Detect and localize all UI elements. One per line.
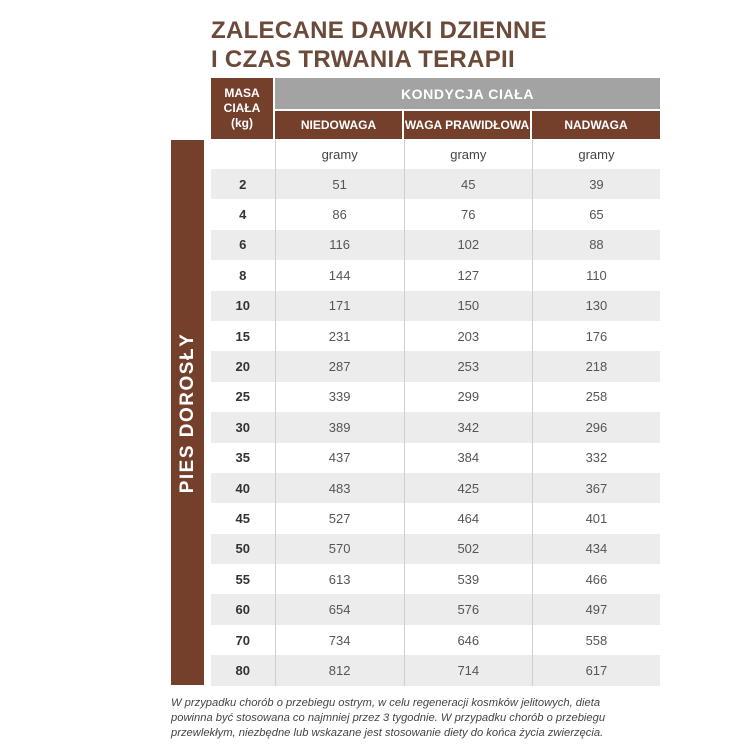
waga-prawidlowa-cell: 45 (404, 169, 532, 199)
table-row (211, 625, 660, 655)
nadwaga-cell: 332 (532, 443, 660, 473)
waga-prawidlowa-cell: 576 (404, 594, 532, 624)
nadwaga-cell: 367 (532, 473, 660, 503)
waga-prawidlowa-cell: 253 (404, 351, 532, 381)
table-row (211, 655, 660, 685)
nadwaga-cell: 258 (532, 382, 660, 412)
units-cell: gramy (404, 140, 532, 169)
nadwaga-cell: 434 (532, 534, 660, 564)
niedowaga-cell: 287 (275, 351, 404, 381)
table-row (211, 564, 660, 594)
masa-cell: 15 (235, 328, 251, 344)
nadwaga-cell: 39 (532, 169, 660, 199)
table-row (211, 534, 660, 564)
nadwaga-cell: 110 (532, 260, 660, 290)
header-kondycja-ciala: KONDYCJA CIAŁA (275, 78, 660, 109)
nadwaga-cell: 176 (532, 321, 660, 351)
footnote (171, 696, 671, 741)
niedowaga-cell: 734 (275, 625, 404, 655)
waga-prawidlowa-cell: 384 (404, 443, 532, 473)
masa-cell: 55 (235, 571, 251, 587)
side-band (171, 140, 204, 685)
title-line-2: I CZAS TRWANIA TERAPII (211, 46, 515, 73)
masa-cell: 45 (235, 510, 251, 526)
niedowaga-cell: 339 (275, 382, 404, 412)
table-row (211, 260, 660, 290)
units-cell: gramy (275, 140, 404, 169)
waga-prawidlowa-cell: 425 (404, 473, 532, 503)
masa-cell: 50 (235, 541, 251, 557)
waga-prawidlowa-cell: 150 (404, 291, 532, 321)
footnote-line-2: powinna być stosowana co najmniej przez 3 tygodnie. W przypadku chorób o przebiegu (171, 712, 606, 724)
table-row (211, 199, 660, 229)
nadwaga-cell: 558 (532, 625, 660, 655)
masa-cell: 35 (235, 450, 251, 466)
header-masa-line-3: (kg) (231, 116, 253, 130)
waga-prawidlowa-cell: 646 (404, 625, 532, 655)
niedowaga-cell: 613 (275, 564, 404, 594)
table-row (211, 169, 660, 199)
waga-prawidlowa-cell: 102 (404, 230, 532, 260)
waga-prawidlowa-cell: 342 (404, 412, 532, 442)
nadwaga-cell: 88 (532, 230, 660, 260)
waga-prawidlowa-cell: 714 (404, 655, 532, 685)
waga-prawidlowa-cell: 127 (404, 260, 532, 290)
header-masa-line-2: CIAŁA (223, 101, 261, 115)
table-row (211, 443, 660, 473)
table-row (211, 321, 660, 351)
niedowaga-cell: 389 (275, 412, 404, 442)
table-row (211, 382, 660, 412)
footnote-line-1: W przypadku chorób o przebiegu ostrym, w celu regeneracji kosmków jelitowych, dieta (171, 697, 601, 709)
niedowaga-cell: 144 (275, 260, 404, 290)
waga-prawidlowa-cell: 203 (404, 321, 532, 351)
header-niedowaga: NIEDOWAGA (275, 111, 402, 139)
masa-cell: 70 (235, 632, 251, 648)
masa-cell: 60 (235, 602, 251, 618)
waga-prawidlowa-cell: 502 (404, 534, 532, 564)
niedowaga-cell: 51 (275, 169, 404, 199)
niedowaga-cell: 86 (275, 199, 404, 229)
waga-prawidlowa-cell: 464 (404, 503, 532, 533)
header-masa-line-1: MASA (224, 86, 260, 100)
niedowaga-cell: 171 (275, 291, 404, 321)
niedowaga-cell: 483 (275, 473, 404, 503)
header-nadwaga: NADWAGA (532, 111, 660, 139)
masa-cell: 20 (235, 359, 251, 375)
masa-cell: 2 (239, 176, 247, 192)
niedowaga-cell: 231 (275, 321, 404, 351)
masa-cell: 8 (239, 267, 247, 283)
masa-cell: 10 (235, 298, 251, 314)
niedowaga-cell: 812 (275, 655, 404, 685)
table-row (211, 594, 660, 624)
masa-cell: 25 (235, 389, 251, 405)
niedowaga-cell: 116 (275, 230, 404, 260)
masa-cell: 6 (239, 237, 247, 253)
nadwaga-cell: 617 (532, 655, 660, 685)
nadwaga-cell: 65 (532, 199, 660, 229)
table-row (211, 473, 660, 503)
title-line-1: ZALECANE DAWKI DZIENNE (211, 17, 547, 44)
table-row (211, 412, 660, 442)
nadwaga-cell: 130 (532, 291, 660, 321)
header-waga-prawidlowa: WAGA PRAWIDŁOWA (404, 111, 530, 139)
nadwaga-cell: 218 (532, 351, 660, 381)
units-cell-empty (211, 140, 275, 169)
waga-prawidlowa-cell: 299 (404, 382, 532, 412)
table-row (211, 291, 660, 321)
table-row (211, 351, 660, 381)
niedowaga-cell: 570 (275, 534, 404, 564)
units-cell: gramy (532, 140, 660, 169)
footnote-line-3: przewlekłym, niezbędne lub wskazane jest stosowanie diety do końca życia zwierzęcia. (171, 727, 604, 739)
niedowaga-cell: 437 (275, 443, 404, 473)
waga-prawidlowa-cell: 76 (404, 199, 532, 229)
masa-cell: 4 (239, 207, 247, 223)
side-label-pies-dorosly: PIES DOROSŁY (176, 332, 198, 493)
niedowaga-cell: 654 (275, 594, 404, 624)
masa-cell: 40 (235, 480, 251, 496)
table-row (211, 503, 660, 533)
masa-cell: 80 (235, 662, 251, 678)
nadwaga-cell: 497 (532, 594, 660, 624)
header-masa-ciala (211, 78, 273, 139)
nadwaga-cell: 401 (532, 503, 660, 533)
waga-prawidlowa-cell: 539 (404, 564, 532, 594)
table-row (211, 230, 660, 260)
masa-cell: 30 (235, 419, 251, 435)
nadwaga-cell: 466 (532, 564, 660, 594)
niedowaga-cell: 527 (275, 503, 404, 533)
units-row (211, 140, 660, 169)
dosage-table (211, 140, 660, 686)
nadwaga-cell: 296 (532, 412, 660, 442)
page-title (211, 16, 547, 74)
